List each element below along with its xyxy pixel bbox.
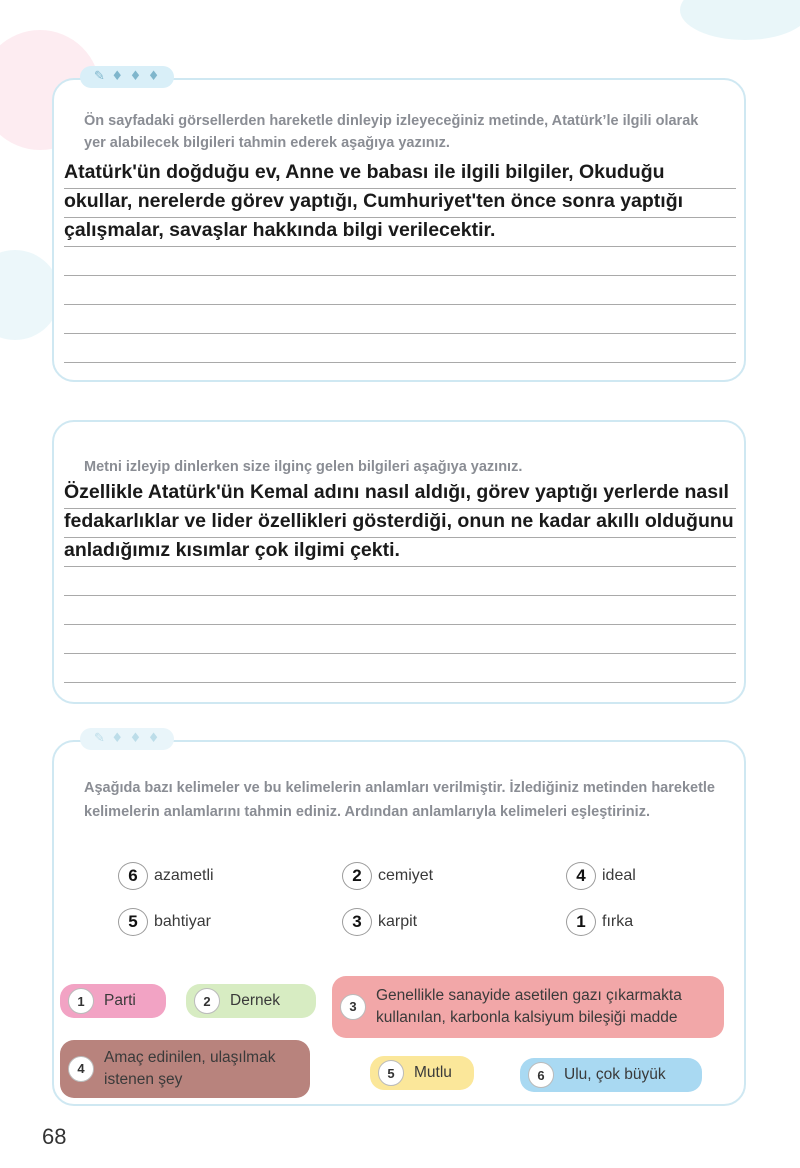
meaning-number: 2	[194, 988, 220, 1014]
match-number[interactable]: 3	[342, 908, 372, 936]
meaning-number: 6	[528, 1062, 554, 1088]
word-item	[342, 862, 433, 890]
meaning-text: Parti	[104, 992, 136, 1009]
word-item	[342, 908, 417, 936]
meaning-number: 1	[68, 988, 94, 1014]
meaning-chip	[370, 1056, 474, 1090]
word-label: cemiyet	[378, 867, 434, 884]
word-item	[118, 908, 211, 936]
word-label: bahtiyar	[154, 913, 211, 930]
meaning-chip	[60, 1040, 310, 1098]
meaning-chip	[186, 984, 316, 1018]
meaning-text: Ulu, çok büyük	[564, 1066, 666, 1083]
meaning-text: Dernek	[230, 992, 280, 1009]
word-label: azametli	[154, 867, 214, 884]
section-badge: ✎ ♦ ♦ ♦	[80, 728, 174, 750]
meaning-text: Genellikle sanayide asetilen gazı çıkarmakta kullanılan, karbonla kalsiyum bileşiği madde	[376, 987, 682, 1026]
interesting-info-answer[interactable]: Özellikle Atatürk'ün Kemal adını nasıl aldığı, görev yaptığı yerlerde nasıl fedakarlıklar ve lider özellikleri gösterdiği, onun ne kadar akıllı olduğunu anladığımız kısımlar çok ilgimi çekti.	[64, 481, 734, 561]
meaning-number: 3	[340, 994, 366, 1020]
prediction-prompt: Ön sayfadaki görsellerden hareketle dinleyip izleyeceğiniz metinde, Atatürk’le ilgili olarak yer alabilecek bilgileri tahmin ederek aşağıya yazınız.	[84, 113, 699, 151]
page-number: 68	[42, 1124, 67, 1149]
meaning-chip	[332, 976, 724, 1038]
meaning-chip	[60, 984, 166, 1018]
match-number[interactable]: 1	[566, 908, 596, 936]
match-number[interactable]: 4	[566, 862, 596, 890]
prediction-panel	[52, 69, 746, 382]
interesting-info-panel	[52, 420, 746, 704]
decor-blob	[0, 250, 60, 340]
word-label: ideal	[602, 867, 636, 884]
meaning-number: 4	[68, 1056, 94, 1082]
matching-prompt: Aşağıda bazı kelimeler ve bu kelimelerin anlamları verilmiştir. İzlediğiniz metinden hareketle kelimelerin anlamlarını tahmin ediniz. Ardından anlamlarıyla kelimeleri eşleştiriniz.	[84, 780, 715, 820]
word-label: fırka	[602, 913, 634, 930]
meaning-text: Mutlu	[414, 1064, 452, 1081]
word-item	[566, 862, 636, 890]
word-item	[566, 908, 633, 936]
word-item	[118, 862, 214, 890]
interesting-info-prompt: Metni izleyip dinlerken size ilginç gelen bilgileri aşağıya yazınız.	[84, 459, 523, 475]
meaning-text: Amaç edinilen, ulaşılmak istenen şey	[104, 1049, 276, 1088]
match-number[interactable]: 5	[118, 908, 148, 936]
meaning-chip	[520, 1058, 702, 1092]
matching-panel	[52, 731, 746, 1106]
match-number[interactable]: 2	[342, 862, 372, 890]
section-badge: ✎ ♦ ♦ ♦	[80, 66, 174, 88]
meaning-number: 5	[378, 1060, 404, 1086]
match-number[interactable]: 6	[118, 862, 148, 890]
decor-blob	[680, 0, 800, 40]
prediction-answer[interactable]: Atatürk'ün doğduğu ev, Anne ve babası ile ilgili bilgiler, Okuduğu okullar, nerelerde görev yaptığı, Cumhuriyet'ten önce sonra yaptığı çalışmalar, savaşlar hakkında bilgi verilecektir.	[64, 161, 684, 241]
word-label: karpit	[378, 913, 418, 930]
